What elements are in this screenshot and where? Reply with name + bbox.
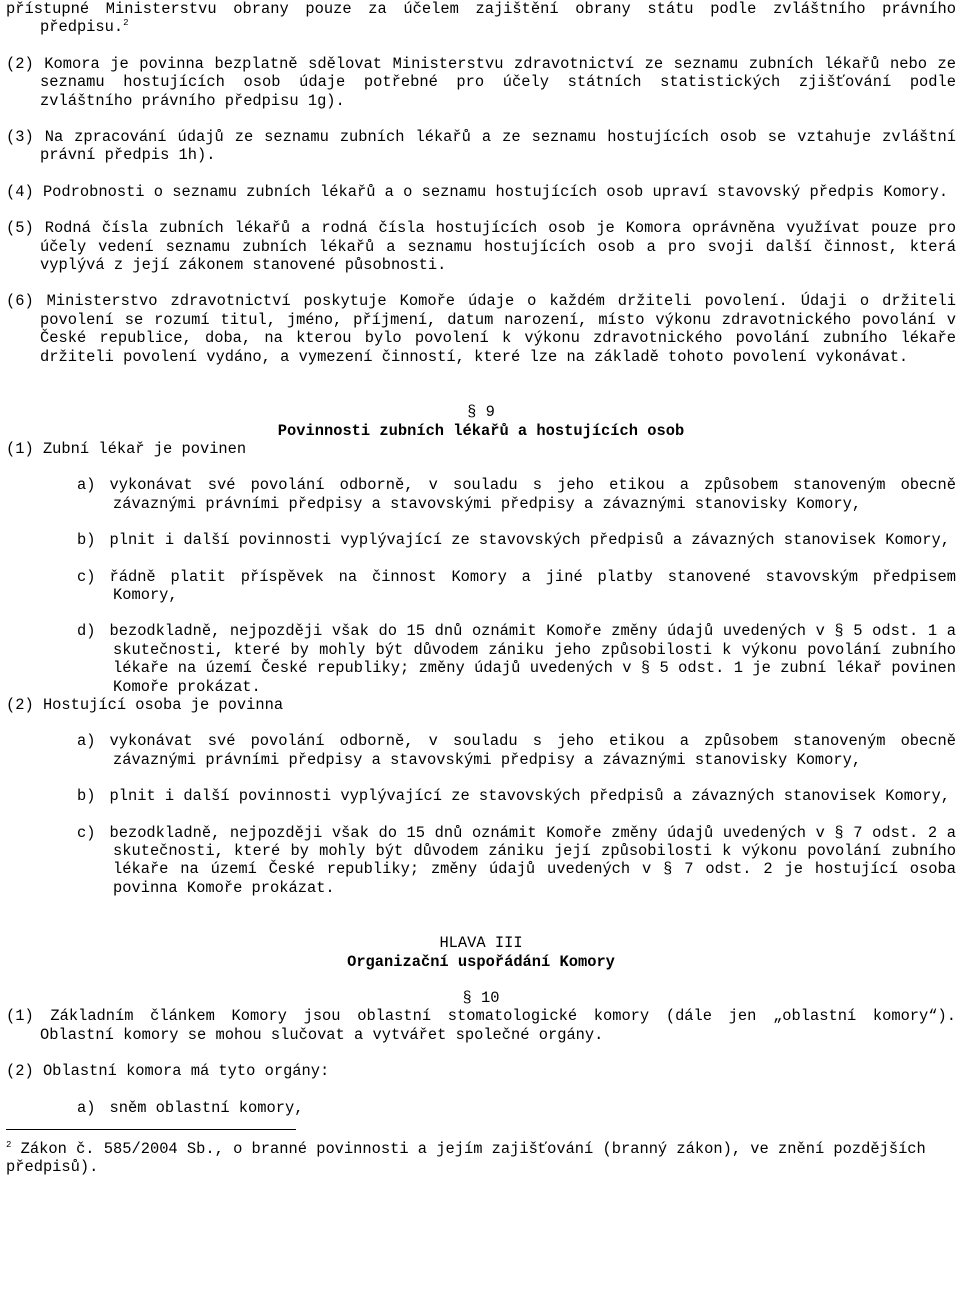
item-letter: b) xyxy=(77,787,96,806)
sec8-paragraph-6: (6) Ministerstvo zdravotnictví poskytuje Komoře údaje o každém držiteli povolení. Údaji o držiteli povolení se rozumí titul, jméno, příjmení, datum narození, místo výkonu zdravotnického povolání v České republice, doba, na kterou bylo povolení k výkonu zdravotnického povolání zubního lékaře držiteli povolení vydáno, a vymezení činností, které lze na základě tohoto povolení vykonávat. xyxy=(6,292,956,366)
item-text: bezodkladně, nejpozději však do 15 dnů oznámit Komoře změny údajů uvedených v § 5 odst. 1 a skutečnosti, které by mohly být důvodem zániku jeho způsobilosti k výkonu povolání zubního lékaře na území České republiky; změny údajů uvedených v § 5 odst. 1 je zubní lékař povinen Komoře prokázat. xyxy=(109,622,956,696)
sec8-paragraph-5: (5) Rodná čísla zubních lékařů a rodná čísla hostujících osob je Komora oprávněna využívat pouze pro účely vedení seznamu zubních lékařů a seznamu hostujících osob a pro svoji další činnost, která vyplývá z její zákonem stanovené působnosti. xyxy=(6,219,956,275)
sec9-p1-item-a xyxy=(6,476,956,513)
item-text: sněm oblastní komory, xyxy=(109,1098,304,1117)
intro-paragraph xyxy=(6,0,956,37)
item-text: řádně platit příspěvek na činnost Komory a jiné platby stanovené stavovským předpisem Komory, xyxy=(109,567,956,604)
section-9-paragraph-1-lead: (1) Zubní lékař je povinen xyxy=(6,439,247,458)
sec9-p2-item-c xyxy=(6,824,956,898)
item-text: vykonávat své povolání odborně, v souladu s jeho etikou a způsobem stanoveným obecně závaznými právními předpisy a stavovskými předpisy a závaznými stanovisky Komory, xyxy=(109,732,956,769)
sec8-paragraph-4: (4) Podrobnosti o seznamu zubních lékařů a o seznamu hostujících osob upraví stavovský předpis Komory. xyxy=(6,182,949,201)
footnote xyxy=(6,1140,956,1177)
section-10-paragraph-1: (1) Základním článkem Komory jsou oblastní stomatologické komory (dále jen „oblastní komory“). Oblastní komory se mohou slučovat a vytvářet společné orgány. xyxy=(6,1007,956,1044)
intro-text: přístupné Ministerstvu obrany pouze za účelem zajištění obrany státu podle zvláštního právního předpisu. xyxy=(6,0,956,37)
sec9-p1-item-d xyxy=(6,622,956,696)
sec9-p1-item-c xyxy=(6,568,956,605)
sec8-paragraph-3: (3) Na zpracování údajů ze seznamu zubních lékařů a ze seznamu hostujících osob se vztahuje zvláštní právní předpis 1h). xyxy=(6,128,956,165)
document-page xyxy=(6,0,956,1177)
footnote-reference: 2 xyxy=(123,18,129,29)
item-text: plnit i další povinnosti vyplývající ze stavovských předpisů a závazných stanovisek Komory, xyxy=(109,531,950,550)
sec9-p2-item-a xyxy=(6,732,956,769)
sec9-p2-item-b xyxy=(6,787,956,805)
item-text: vykonávat své povolání odborně, v souladu s jeho etikou a způsobem stanoveným obecně závaznými právními předpisy a stavovskými předpisy a závaznými stanovisky Komory, xyxy=(109,476,956,513)
footnote-text: Zákon č. 585/2004 Sb., o branné povinnosti a jejím zajišťování (branný zákon), ve znění pozdějších předpisů). xyxy=(6,1140,926,1177)
sec10-item-a xyxy=(6,1099,956,1117)
item-letter: c) xyxy=(77,567,96,586)
footnote-mark: 2 xyxy=(6,1139,12,1150)
item-letter: c) xyxy=(77,823,96,842)
section-9-number: § 9 xyxy=(467,403,495,422)
section-9-title: Povinnosti zubních lékařů a hostujících osob xyxy=(277,421,685,440)
item-letter: a) xyxy=(77,476,96,495)
head-3-title: Organizační uspořádání Komory xyxy=(347,952,615,971)
item-letter: b) xyxy=(77,531,96,550)
head-3-label: HLAVA III xyxy=(439,934,523,953)
section-9-paragraph-2-lead: (2) Hostující osoba je povinna xyxy=(6,695,284,714)
section-10-number: § 10 xyxy=(462,989,500,1008)
section-10-paragraph-2-lead: (2) Oblastní komora má tyto orgány: xyxy=(6,1062,330,1081)
item-text: plnit i další povinnosti vyplývající ze stavovských předpisů a závazných stanovisek Komory, xyxy=(109,787,950,806)
item-letter: a) xyxy=(77,732,96,751)
item-text: bezodkladně, nejpozději však do 15 dnů oznámit Komoře změny údajů uvedených v § 7 odst. 2 a skutečnosti, které by mohly být důvodem zániku její způsobilosti k výkonu povolání zubního lékaře na území České republiky; změny údajů uvedených v § 7 odst. 2 je hostující osoba povinna Komoře prokázat. xyxy=(109,823,956,897)
sec8-paragraph-2: (2) Komora je povinna bezplatně sdělovat Ministerstvu zdravotnictví ze seznamu zubních lékařů nebo ze seznamu hostujících osob údaje potřebné pro účely státních statistických zjišťování podle zvláštního právního předpisu 1g). xyxy=(6,54,956,110)
sec9-p1-item-b xyxy=(6,531,956,549)
item-letter: d) xyxy=(77,622,96,641)
item-letter: a) xyxy=(77,1098,96,1117)
